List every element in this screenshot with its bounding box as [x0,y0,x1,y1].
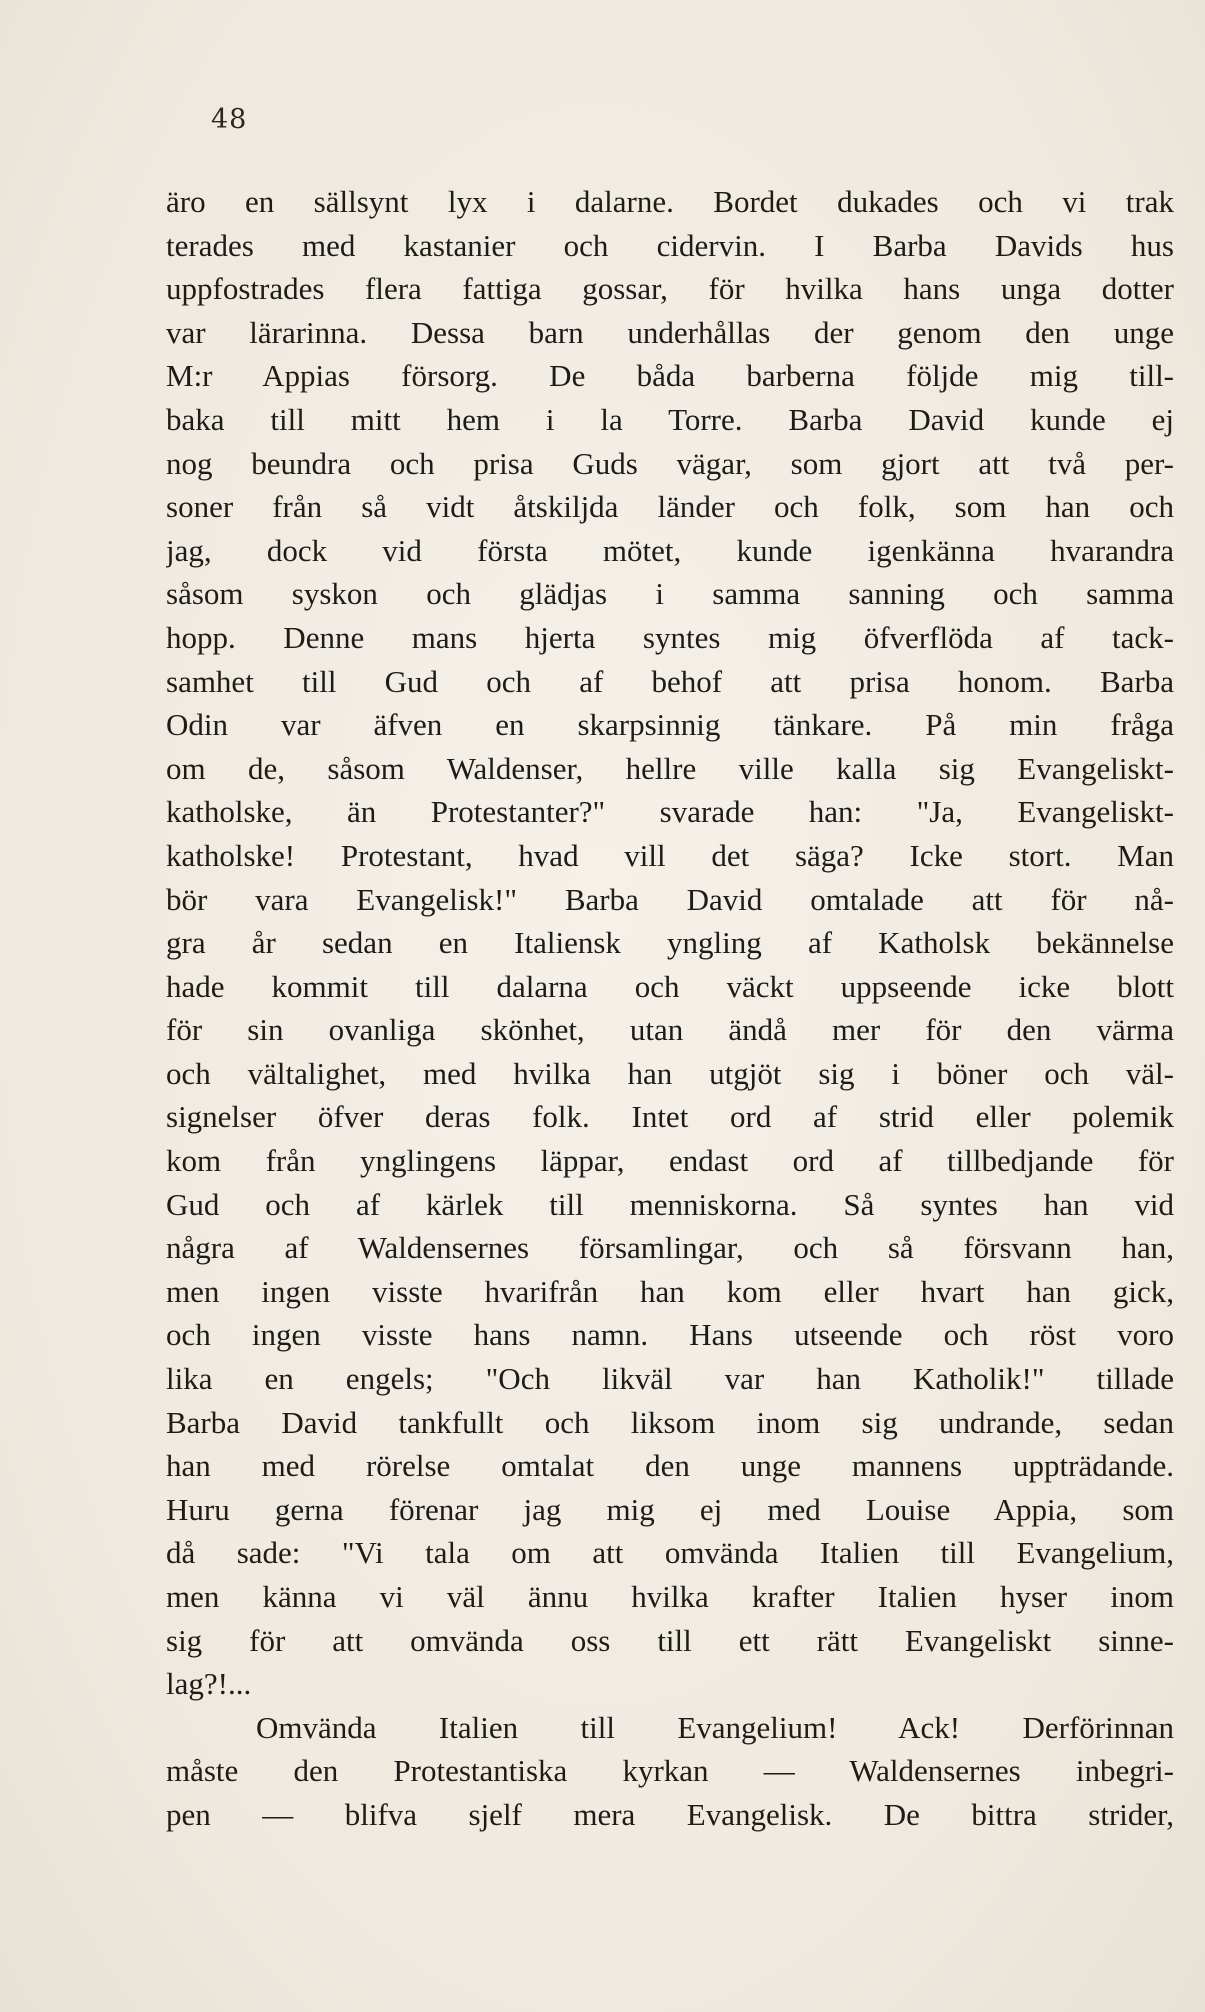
text-line: Omvända Italien till Evangelium! Ack! Derförinnan [256,1709,1174,1745]
text-line: baka till mitt hem i la Torre. Barba David kunde ej [166,401,1174,437]
text-line: men känna vi väl ännu hvilka krafter Italien hyser inom [166,1579,1174,1614]
text-line: hade kommit till dalarna och väckt uppseende icke blott [166,968,1174,1004]
text-line: M:r Appias försorg. De båda barberna följde mig till- [166,358,1174,394]
text-line: terades med kastanier och cidervin. I Barba Davids hus [166,227,1174,263]
text-line: lika en engels; "Och likväl var han Katholik!" tillade [166,1361,1174,1397]
text-line: samhet till Gud och af behof att prisa honom. Barba [166,663,1174,699]
text-line: då sade: "Vi tala om att omvända Italien till Evangelium, [166,1535,1174,1571]
text-line: jag, dock vid första mötet, kunde igenkänna hvarandra [166,532,1174,568]
text-line: lag?!... [166,1666,252,1702]
text-line: och ingen visste hans namn. Hans utseende och röst voro [166,1317,1174,1353]
text-line: några af Waldensernes församlingar, och så försvann han, [166,1230,1174,1266]
text-line: för sin ovanliga skönhet, utan ändå mer för den värma [166,1012,1174,1048]
text-line: såsom syskon och glädjas i samma sanning och samma [166,576,1174,612]
page-number: 48 [211,104,248,135]
text-line: Huru gerna förenar jag mig ej med Louise Appia, som [166,1491,1174,1527]
text-line: och vältalighet, med hvilka han utgjöt sig i böner och väl- [166,1055,1174,1091]
text-line: kom från ynglingens läppar, endast ord af tillbedjande för [166,1143,1174,1179]
text-line: gra år sedan en Italiensk yngling af Katholsk bekännelse [166,925,1174,961]
text-line: pen — blifva sjelf mera Evangelisk. De bittra strider, [166,1796,1174,1832]
text-line: uppfostrades flera fattiga gossar, för hvilka hans unga dotter [166,271,1174,307]
text-line: var lärarinna. Dessa barn underhållas der genom den unge [166,314,1174,350]
body-text [166,180,1174,1837]
text-line: måste den Protestantiska kyrkan — Waldensernes inbegri- [166,1753,1174,1789]
text-line: äro en sällsynt lyx i dalarne. Bordet dukades och vi trak [166,184,1174,219]
text-line: Gud och af kärlek till menniskorna. Så syntes han vid [166,1186,1174,1222]
text-line: Barba David tankfullt och liksom inom sig undrande, sedan [166,1404,1174,1440]
text-line: katholske! Protestant, hvad vill det säga? Icke stort. Man [166,837,1174,873]
text-line: signelser öfver deras folk. Intet ord af strid eller polemik [166,1099,1174,1135]
text-line: sig för att omvända oss till ett rätt Evangeliskt sinne- [166,1622,1174,1658]
text-line: soner från så vidt åtskiljda länder och folk, som han och [166,489,1174,525]
text-line: han med rörelse omtalat den unge mannens uppträdande. [166,1448,1174,1484]
text-line: men ingen visste hvarifrån han kom eller hvart han gick, [166,1273,1174,1309]
text-line: katholske, än Protestanter?" svarade han: "Ja, Evangeliskt- [166,794,1174,830]
text-line: om de, såsom Waldenser, hellre ville kalla sig Evangeliskt- [166,750,1174,786]
text-line: nog beundra och prisa Guds vägar, som gjort att två per- [166,445,1174,481]
text-line: hopp. Denne mans hjerta syntes mig öfverflöda af tack- [166,619,1174,655]
text-line: bör vara Evangelisk!" Barba David omtalade att för nå- [166,881,1174,917]
text-line: Odin var äfven en skarpsinnig tänkare. På min fråga [166,707,1174,743]
